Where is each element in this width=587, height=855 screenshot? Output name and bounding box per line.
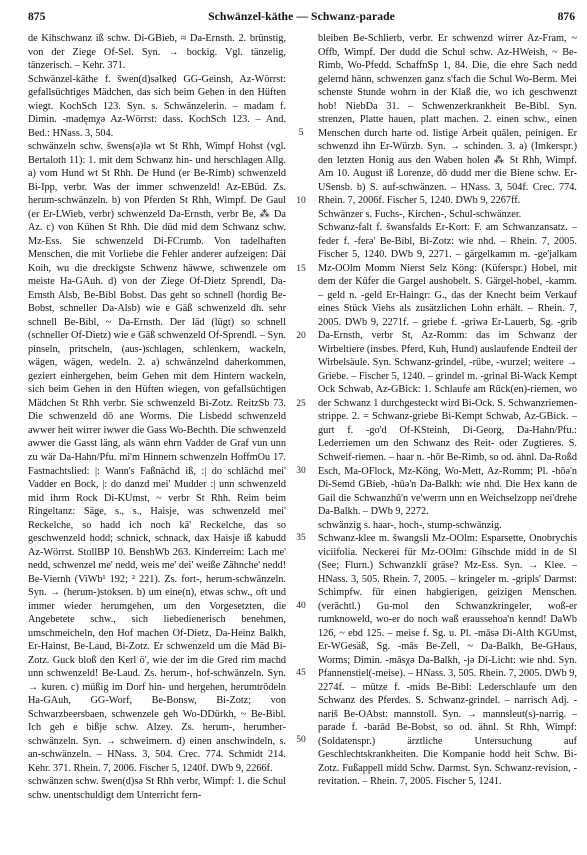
left-column bbox=[28, 32, 286, 850]
line-number: 15 bbox=[296, 264, 306, 274]
entry-schwaenzen-cont: bleiben Be-Schlierb, verbr. Er schwenzd wirrer Az-Fram, ~ Offb, Wimpf. Der dudd die Schul schw. Az-HWeish, ~ Be-Rimb, Wo-Pfedd. SchaffnSp 1, 84. Die, die ehre Sach nedd gelernd hänn, schwenzen ganz s'fach die Schul Wo-Berm. Mei schenste Stunde wohrn in der Klaß die, wo ich geschwenzt hob! NiebDa 31. – Schwenzerkrankheit Be-Bibl. Syn. strenzen, Platte hauen, platt machen. 2. einen schw., einen Menschen durch harte od. listige Arbeit quälen, peinigen. Er schwenzd ihn Er-Würzb. Syn. → schinden. 3. a) (Imkerspr.) den letzten Honig aus den Waben holen ⁂ St Rhh, Wimpf. Am 10. August iß Lorenze, dō dudd mer die Biene schw. Er-USensb. b) S. auf-schwänzen. – HNass. 3, 504f. Crec. 774. Rhein. 7, 2006f. Fischer 5, 1240. DWb 9, 2267ff. bbox=[318, 33, 577, 207]
running-header bbox=[28, 10, 575, 28]
entry-schwanz-falt: Schwanz-falt f. šwansfalds Er-Kort: F. am Schwanzansatz. – feder f. -ferə' Be-Bibl, Bi-Zotz: wie nhd. – Rhein. 7, 2005. Fischer 5, 1240. DWb 9, 2271. – gärgelkamm m. -ge'jalkam Mz-OOlm Momm Nierst Selz Köng: (Küferspr.) Hobel, mit dem der Küfer die Gargel aushobelt. S. Gärgel-hobel, -kamm. – geld n. -geld Er-Haingr: G., das der Knecht beim Verkauf eines Stück Viehs als zusätzlichen Lohn erhält. – Rhein. 7, 2005. DWb 9, 2271f. – griebe f. -griwə Er-Lauerb, Sg. -grib Da-Ernsth, verbr St, Az-Romm: das im Schwanz der Wirbeltiere (insbes. Pferd, Kuh, Hund) auslaufende Endteil der Wirbelsäule. Syn. Schwanz-grindel, -rübe, -wurzel; weitere → Griebe. – Fischer 5, 1240. – grindel m. -grinəl Bi-Wack Kempt Ock Schwab, Az-GBick: 1. Schlaufe am Rück(en)-riemen, wo der Schwanz 1 durchgesteckt wird Bi-Ock. S. Schwanzriemen-strippe. 2. = Schwanz-griebe Bi-Kempt Schwab, Az-GBick. – gurt f. -go'd Of-KSteinh, Di-Georg, Da-Hahn/Pfu.: Lederriemen um den Schwanz des Reit- oder Zugtieres. S. Schweif-riemen. – haar n. -hōr Be-Rimb, so od. ähnl. Da-Roßd Esch, Ma-OFlock, Mz-Köng, Wo-Mett, Az-Romm; Pl. -hōə'n Di-Semd GBieb, -hūə'n Da-Balkh: wie nhd. Die Hex kann de Gail die Schwanzhū'n ve'werrn unn en Weichselzopp nei'drehe Da-Balkh. – DWb 9, 2272. bbox=[318, 222, 577, 518]
line-number: 20 bbox=[296, 331, 306, 341]
entry-schwaenzen: schwänzen schw. šwen(d)sə St Rhh verbr, Wimpf: 1. die Schul schw. unentschuldigt dem Unterricht fern- bbox=[28, 776, 286, 801]
entry-schwanz-klee: Schwanz-klee m. šwangsli Mz-OOlm: Esparsette, Onobrychis viciifolia. Neckerei für Mz-OOlm: Gihschde midd in de Sl (See; Flurn.) Schwanzkli gräse? Mz-Ess. Syn. → Klee. – HNass. 3, 505. Rhein. 7, 2005. – kringeler m. -gripls' Darmst: Schimpfw. für einen habgierigen, geizigen Menschen. (verächtl.) Gu-mol den Schwanzkringeler, woß-er rumknoweld, wo-er do noch waß eraussehoa'n kennd! DaWb 126, ~ ebd 125. – meise f. Sg. u. Pl. -māsə Di-Alth KGUmst, Er-WGesäß, Sg. -mās Be-Zell, ~ Da-Balkh, Be-GHaus, Worms; Dimin. -māsχə Da-Balkh, -jə Di-Licht: wie nhd. Syn. Pfannenstiel(-meise). – HNass. 3, 505. Rhein. 7, 2005. DWb 9, 2274f. – mütze f. -mids Be-Bibl: Lederschlaufe um den Schwanz des Pferdes. S. Schwanz-grindel. – narrisch Adj. -nariš Be-OAbst: mannstoll. Syn. → mannsleut(s)-narrig. – parade f. -barād Be-Bobst, so od. ähnl. St Rhh, Wimpf: (Soldatenspr.) ärztliche Untersuchung auf Geschlechtskrankheiten. Die Kompanie hodd heit Schw. Bi-Zotz. Fußappell midd Schw. Darmst. Syn. Schwanz-revision, -revitation. – Rhein. 7, 2005. Fischer 5, 1241. bbox=[318, 533, 577, 788]
right-column bbox=[318, 32, 577, 850]
line-number: 30 bbox=[296, 466, 306, 476]
page-number-right: 876 bbox=[557, 10, 575, 23]
line-number: 45 bbox=[296, 668, 306, 678]
entry-schwaenzig: schwänzig s. haar-, hoch-, stump-schwänzig. bbox=[318, 519, 502, 531]
entry-kihschwanz-cont: de Kihschwanz iß schw. Di-GBieb, ≈ Da-Ernsth. 2. brünstig, von der Ziege Of-Sel. Syn. → bockig. Vgl. tänzelig, tänzerisch. – Kehr. 371. bbox=[28, 33, 286, 72]
entry-schwaenzel-kaethe: Schwänzel-käthe f. šwen(d)səlkeḍ GG-Geinsh, Az-Wörrst: gefallsüchtiges Mädchen, das sich beim Gehen in den Hüften wiegt. KochSch 123. Syn. s. Schwänzelerin. – madam f. Dimin. -madęmχə Az-Wörrst: dass. KochSch 123. – And. Bed.: HNass. 3, 504. bbox=[28, 73, 286, 139]
line-number: 50 bbox=[296, 735, 306, 745]
entry-schwaenzeln: schwänzeln schw. šwens(ə)lə wt St Rhh, Wimpf Hohst (vgl. Bertaloth 11): 1. mit dem Schwanz hin- und herschlagen Allg. a) vom Hund wt St Rhh. De Hund (er Be-Rimb) schwenzeld Bi-Ipp, verbr. Was der immer schwenzeld! Az-EBüd. Zs. herum-schwänzeln. b) von Pferden St Rhh, Wimpf. De Gaul (er Er-LWieb, verbr) schwenzeld Da-Ernsth, verbr Be, ⁂ Da Az. c) von Kühen St Rhh. Die düd mid dem Schwanz schw. Mz-Ess. Sie schwenzeld Di-FCrumb. Von tadelhaften Menschen, die mit Vorliebe die Fehler anderer aufzeigen: Däi Koih, wu die dreckigste Schwenz häwwe, schwenzele om meiste Ha-GAuh. d) von der Ziege Of-Dietz Sprendl, Da-Ernsth Alsb, Be-Bibl Bobst. Das geht so schnell (hordig Be-Bobst, schneller Da-Alsb) wie e Gäß schwenzeld dh. sehr schnell Be-Bibl, ~ Da-Ernsth. Der läd (lügt) so schnell (schneller Of-Dietz) wie e Gäß schwenzeld Of-Sprendl. – Syn. pinseln, pritscheln, (aus-)schlagen, schlenkern, wackeln, wägen, wägen, wedeln. 2. a) schwänzelnd daherkommen, geziert einhergehen, beim Gehen mit dem Hintern wackeln, sich beim Gehen in den Hüften wiegen, von gefallsüchtigen Mädchen St Rhh verbr. Sie schwenzeld Bi-Zotz. ReitzSb 73. Die schwenzeld dō ane Worms. Die Lisbedd schwenzeld awwer heit wirrer iwwer die Gass Wo-Bechth. Die schwenzeld awwer die Gasst läng, als wänn ehrn Vadder de Graf vun unn zu wär Da-Hahn/Pfu. mi'm Hinnern schwenzeln HoffmOu 17. Fastnachtslied: |: Wann's Faßnächd iß, :| do schlächd mei' Vadder en Bock, |: do danzd mei' Mudder :| unn schwenzeld mid ihrm Rock Di-KUmst, ~ verbr St Rhh. Reim beim Ringeltanz: Säge, s., s., Haisje, was schwenzeld mei' Reckelche, so hadd ich noch kä' Reckelche, das so geschwenzeld hodd; schnick, schnack, dax Haisje iß kabudd Az-Wörrst. StollBP 10. BenshWb 263. Kinderreim: Lach me' nedd, schwenzel me' nedd, weis me' dei' weiße Zähnche' nedd! Be-Viernh (ViWb¹ 192; ² 221). Zs. fort-, herum-schwänzeln. Syn. → (herum-)stoksen. b) um eine(n), etwas schw., oft und immer wieder herumgehen, um den Vorgesetzten, die Angebetete schw., sich liebedienerisch benehmen, umschmeicheln, den Hof machen Of-Dietz, Da-Heinz Balkh, Er-Hainst, Be-Laud, Bi-Zotz. Er schwenzeld um die Mäd Bi-Zotz. Guck bloß den Kerl ö', wie der im die Gred rim machd unn schwenzeld! Be-Laud. Zs. herum-, hof-schwänzeln. Syn. → kuren. c) müßig im Dorf hin- und hergehen, herumtrödeln Ha-GAuh, GG-Worf, Be-Bonsw, Bi-Zotz; von Schwarzbeersbaen, schwenzele geh Wo-DDürkh, ~ Be-Bibl. Ich geh e bißje schw. Alzey. Zs. herum-, herumher-schwänzeln. Syn. → schweimern. d) einen anschwindeln, s. an-schwänzeln. – HNass. 3, 504. Crec. 774. Schmidt 214. Kehr. 371. Rhein. 7, 2006. Fischer 5, 1240f. DWb 9, 2266f. bbox=[28, 141, 286, 774]
page-number-left: 875 bbox=[28, 10, 46, 23]
entry-schwaenzer: Schwänzer s. Fuchs-, Kirchen-, Schul-schwänzer. bbox=[318, 208, 522, 220]
line-number: 5 bbox=[298, 128, 304, 138]
page-title: Schwänzel-käthe — Schwanz-parade bbox=[208, 10, 395, 23]
line-number: 40 bbox=[296, 601, 306, 611]
line-number: 35 bbox=[296, 533, 306, 543]
line-number: 25 bbox=[296, 399, 306, 409]
line-number: 10 bbox=[296, 196, 306, 206]
